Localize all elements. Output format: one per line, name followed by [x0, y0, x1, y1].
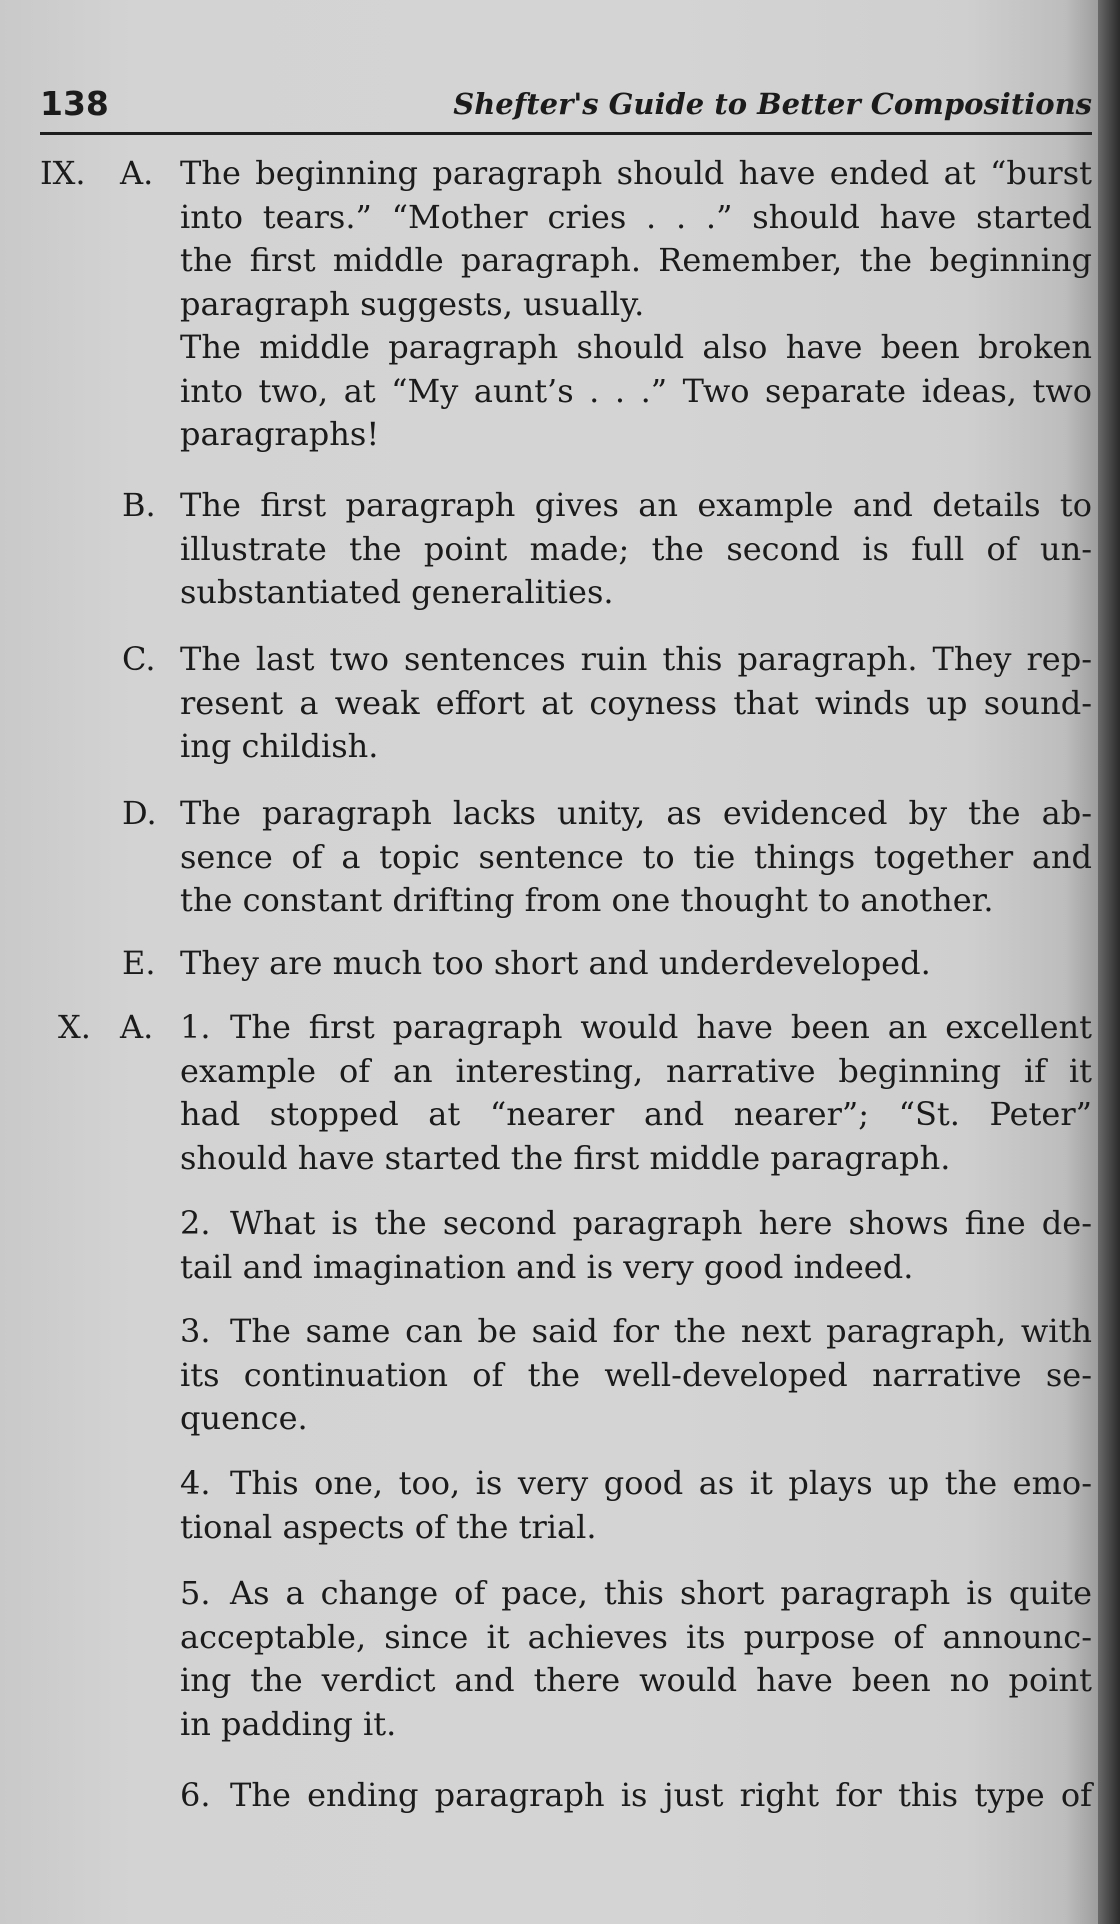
text-line: the constant drifting from one thought to another. — [180, 881, 994, 919]
text-line: quence. — [180, 1399, 308, 1437]
page-number: 138 — [40, 84, 109, 123]
item-number-1: 1. — [180, 1008, 211, 1046]
text-line: the first middle paragraph. Remember, the beginning — [180, 241, 1092, 279]
text-line: acceptable, since it achieves its purpose of announc- — [180, 1617, 1092, 1656]
item-letter-x-a: A. — [120, 1008, 154, 1046]
item-number-6: 6. — [180, 1776, 211, 1814]
text-line: The paragraph lacks unity, as evidenced by the ab- — [180, 794, 1092, 832]
text-line: The last two sentences ruin this paragraph. They rep- — [180, 640, 1092, 678]
text-line: The ending paragraph is just right for this type of — [230, 1776, 1092, 1814]
text-line: tional aspects of the trial. — [180, 1507, 597, 1546]
text-line: As a change of pace, this short paragraph is quite — [230, 1574, 1092, 1612]
item-letter-ix-c: C. — [122, 640, 156, 678]
text-line: substantiated generalities. — [180, 573, 614, 611]
text-line: ing childish. — [180, 727, 379, 765]
page-header — [40, 82, 1092, 135]
item-letter-ix-d: D. — [122, 794, 157, 832]
text-line: had stopped at “nearer and nearer”; “St. Peter” — [180, 1095, 1092, 1133]
text-line: The first paragraph would have been an excellent — [230, 1008, 1092, 1046]
answer-ix-d — [180, 792, 1092, 923]
answer-ix-b — [180, 484, 1092, 615]
text-line: The beginning paragraph should have ended at “burst — [180, 154, 1092, 192]
text-line: sence of a topic sentence to tie things together and — [180, 837, 1092, 876]
text-line: paragraph suggests, usually. — [180, 284, 645, 323]
item-letter-ix-a: A. — [120, 154, 154, 192]
section-numeral-x: X. — [58, 1008, 91, 1046]
item-number-4: 4. — [180, 1464, 211, 1502]
text-line: resent a weak effort at coyness that winds up sound- — [180, 683, 1092, 722]
text-line: in padding it. — [180, 1704, 397, 1743]
text-line: example of an interesting, narrative beginning if it — [180, 1051, 1092, 1090]
text-line: should have started the first middle paragraph. — [180, 1138, 951, 1177]
text-line: ing the verdict and there would have been no point — [180, 1661, 1092, 1699]
answer-ix-a — [180, 152, 1092, 457]
text-line: The middle paragraph should also have been broken — [180, 328, 1092, 366]
text-line: its continuation of the well-developed narrative se- — [180, 1355, 1092, 1394]
page-edge-shadow — [1098, 0, 1120, 1924]
answer-x-a-6 — [180, 1774, 1092, 1818]
answer-x-a-3 — [180, 1310, 1092, 1441]
text-line: into tears.” “Mother cries . . .” should have started — [180, 197, 1092, 236]
item-number-3: 3. — [180, 1312, 211, 1350]
text-line: The first paragraph gives an example and details to — [180, 486, 1092, 524]
text-line: They are much too short and underdeveloped. — [180, 944, 931, 982]
text-line: The same can be said for the next paragraph, with — [230, 1312, 1092, 1350]
section-numeral-ix: IX. — [40, 154, 86, 192]
answer-ix-e — [180, 942, 1092, 986]
item-letter-ix-b: B. — [122, 486, 156, 524]
answer-x-a-2 — [180, 1202, 1092, 1289]
answer-x-a-1 — [180, 1006, 1092, 1180]
answer-ix-c — [180, 638, 1092, 769]
answer-x-a-5 — [180, 1572, 1092, 1746]
text-line: paragraphs! — [180, 415, 380, 453]
item-number-2: 2. — [180, 1204, 211, 1242]
text-line: tail and imagination and is very good indeed. — [180, 1247, 914, 1286]
item-letter-ix-e: E. — [122, 944, 156, 982]
text-line: This one, too, is very good as it plays up the emo- — [230, 1464, 1092, 1502]
answer-x-a-4 — [180, 1462, 1092, 1549]
text-line: into two, at “My aunt’s . . .” Two separate ideas, two — [180, 371, 1092, 410]
text-line: illustrate the point made; the second is full of un- — [180, 529, 1092, 568]
running-title: Shefter's Guide to Better Compositions — [453, 87, 1092, 121]
item-number-5: 5. — [180, 1574, 211, 1612]
text-line: What is the second paragraph here shows fine de- — [230, 1204, 1092, 1242]
